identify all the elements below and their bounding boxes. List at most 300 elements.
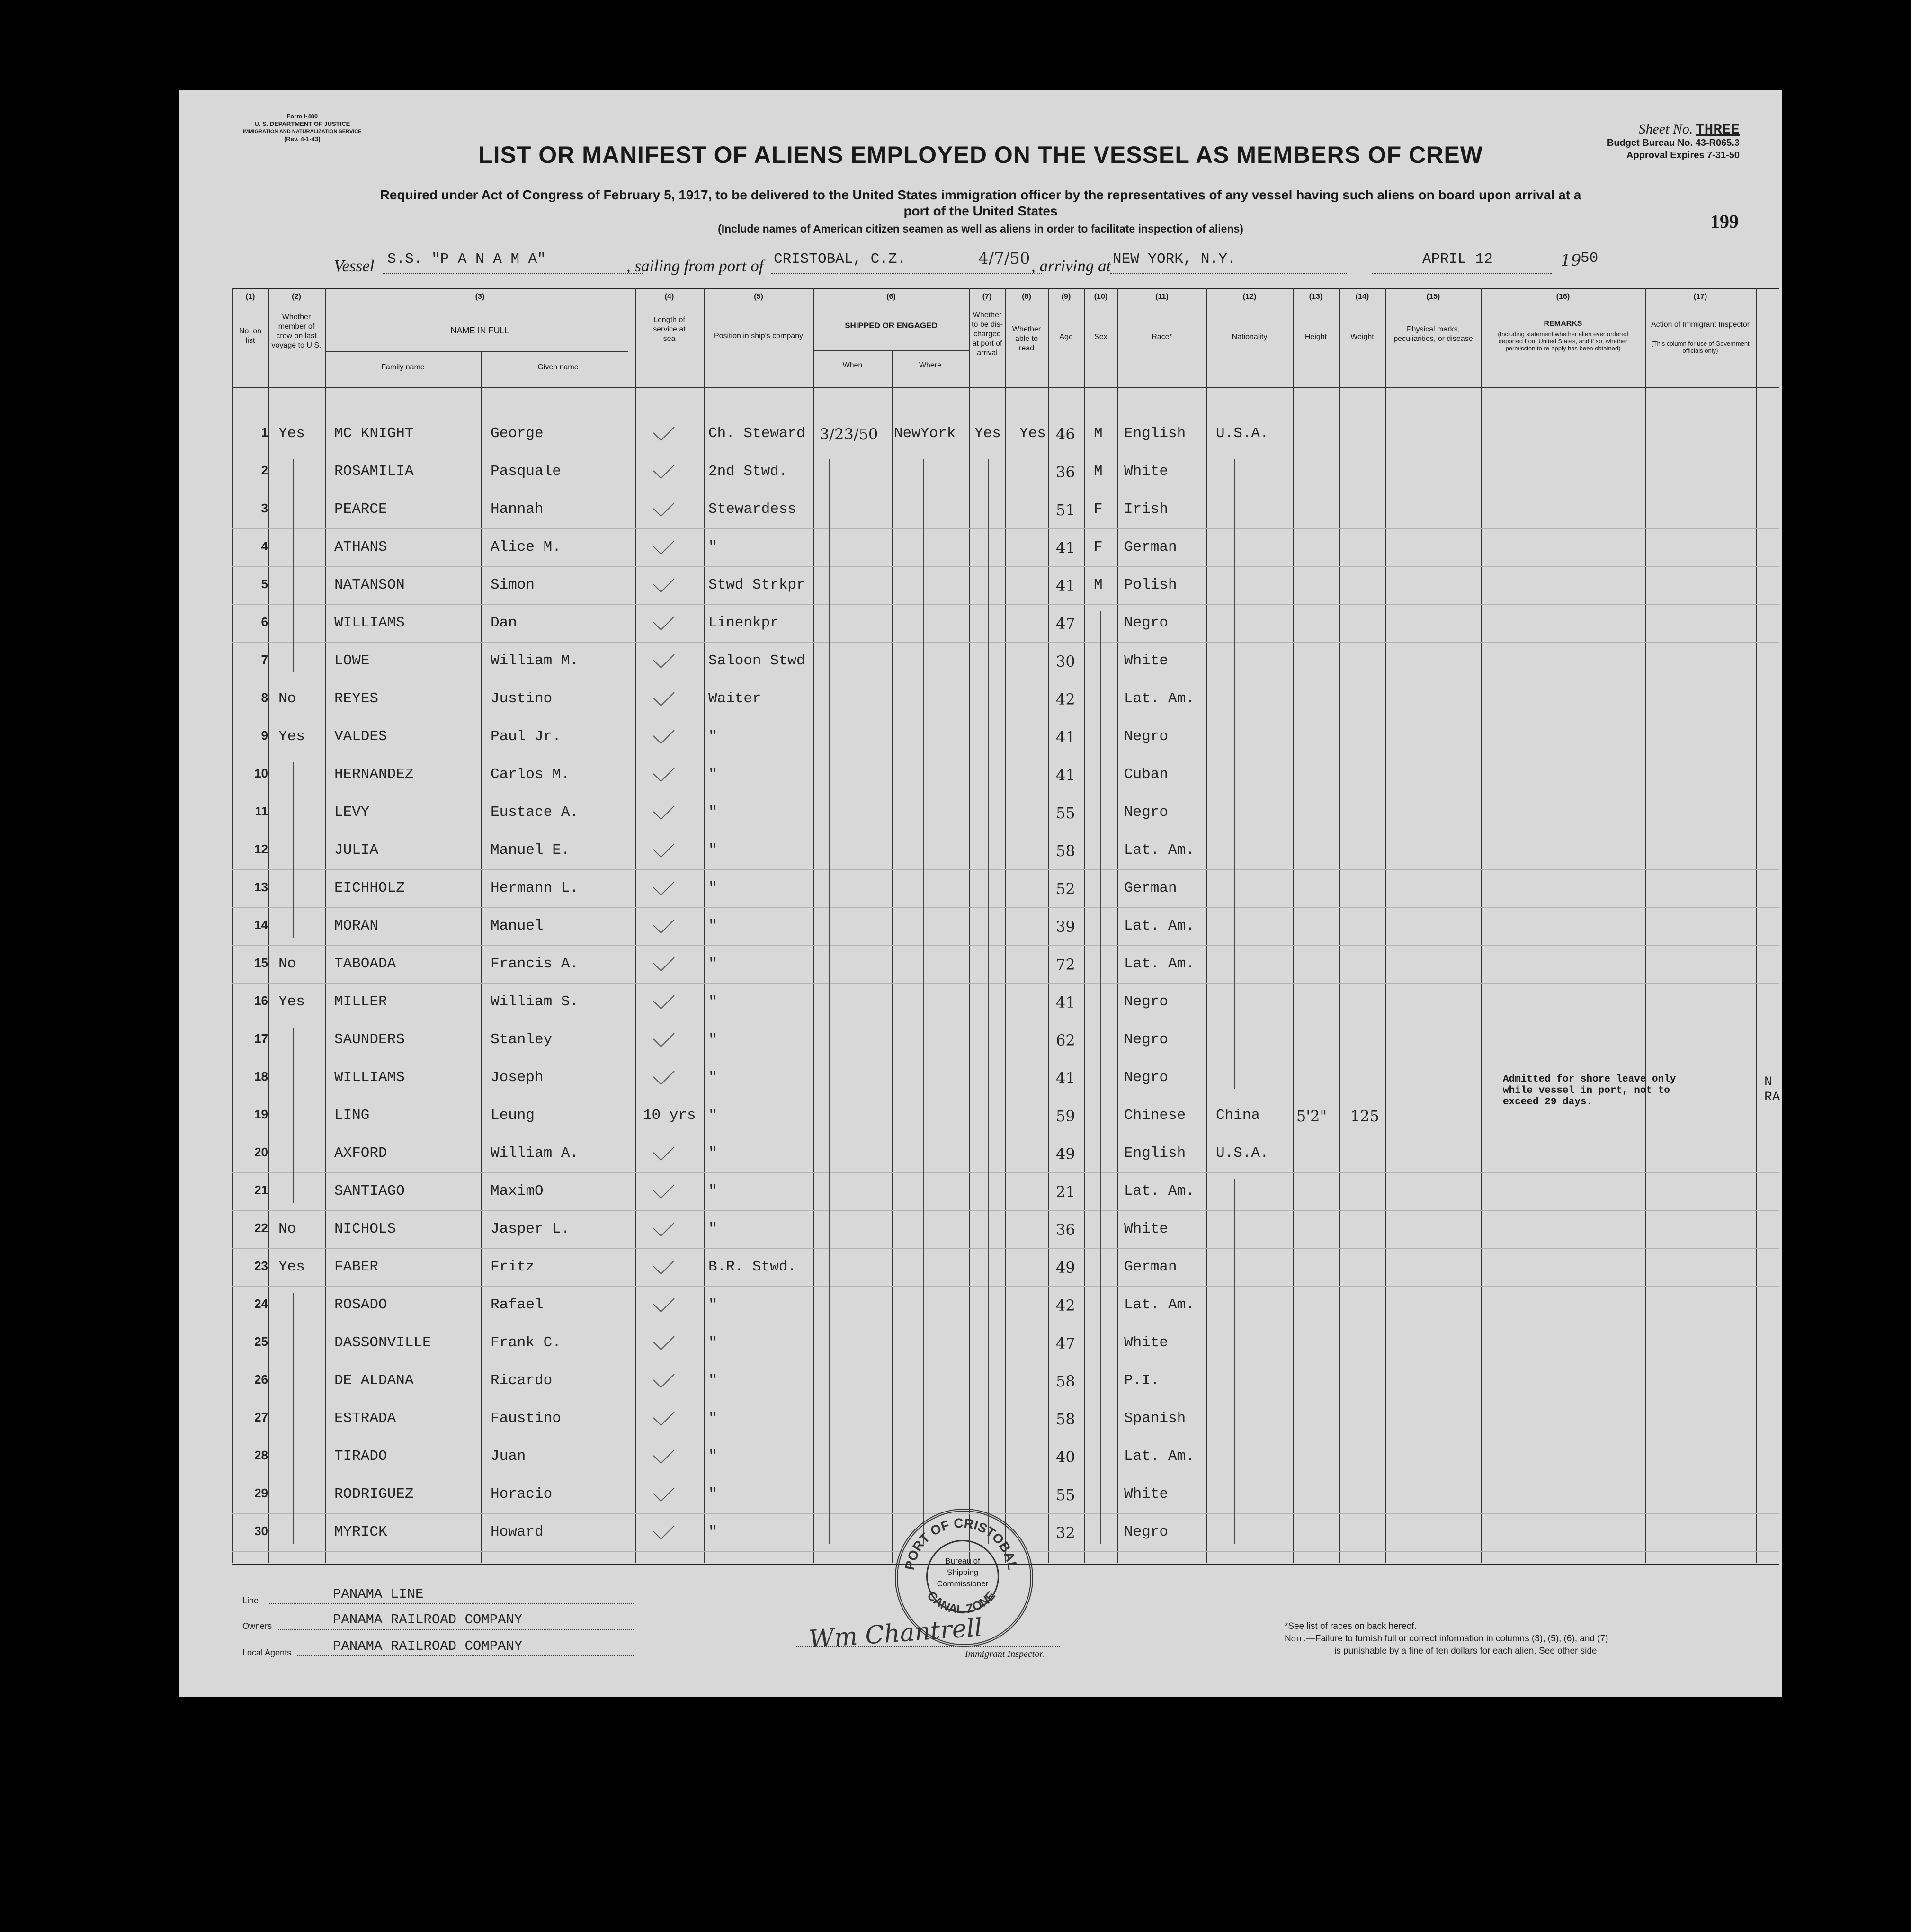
inspector-label: Immigrant Inspector. — [965, 1649, 1045, 1659]
cell-age: 41 — [1056, 728, 1075, 746]
row-rule — [232, 642, 1779, 643]
col-line — [1048, 288, 1049, 1563]
cell-given-name: Joseph — [491, 1069, 544, 1086]
header-family-name: Family name — [381, 363, 425, 371]
stamp-top-text: PORT OF CRISTOBAL — [902, 1515, 1020, 1571]
port-to-underline — [1110, 273, 1347, 274]
cell-age: 62 — [1056, 1031, 1075, 1049]
action-mark-1: N — [1764, 1075, 1772, 1090]
cell-row-number: 18 — [254, 1069, 268, 1083]
cell-race: White — [1124, 1221, 1169, 1237]
cell-age: 49 — [1056, 1145, 1075, 1163]
header-position: Position in ship's company — [714, 332, 804, 340]
col-line — [1005, 288, 1006, 1563]
cell-position: " — [708, 1524, 717, 1540]
cell-given-name: Hermann L. — [491, 880, 579, 896]
col-line — [232, 288, 233, 1563]
col-line — [325, 288, 326, 1563]
cell-row-number: 10 — [254, 766, 268, 780]
check-mark-icon — [652, 957, 675, 973]
form-revision: (Rev. 4-1-43) — [284, 135, 321, 143]
header-shipped-or-engaged: SHIPPED OR ENGAGED — [845, 321, 938, 330]
cell-given-name: Justino — [491, 690, 553, 707]
cell-age: 40 — [1056, 1448, 1075, 1466]
port-from-underline — [771, 273, 1042, 274]
cell-family-name: JULIA — [334, 842, 379, 859]
races-note: *See list of races on back hereof. — [1285, 1621, 1417, 1631]
cell-shipped-when: 3/23/50 — [820, 425, 878, 443]
port-from: CRISTOBAL, C.Z. — [774, 251, 906, 268]
check-mark-icon — [652, 1297, 675, 1314]
cell-given-name: William M. — [491, 653, 579, 669]
cell-race: White — [1124, 1486, 1169, 1503]
col-line — [1206, 288, 1207, 1563]
cell-last-voyage: No — [278, 690, 296, 707]
cell-nationality: U.S.A. — [1216, 1145, 1269, 1162]
ditto-line — [293, 459, 294, 672]
date-sailed: 4/7/50 — [978, 249, 1030, 268]
cell-family-name: RODRIGUEZ — [334, 1486, 414, 1503]
check-mark-icon — [652, 1260, 675, 1276]
cell-given-name: Manuel E. — [491, 842, 570, 859]
col-line — [1117, 288, 1118, 1563]
cell-row-number: 26 — [254, 1372, 268, 1386]
cell-family-name: WILLIAMS — [334, 615, 405, 631]
cell-age: 41 — [1056, 766, 1075, 784]
line-label: Line — [242, 1596, 259, 1605]
colnum-1: (1) — [245, 293, 255, 301]
port-to: NEW YORK, N.Y. — [1113, 251, 1236, 268]
cell-row-number: 29 — [254, 1486, 268, 1500]
cell-race: White — [1124, 653, 1169, 669]
cell-row-number: 12 — [254, 842, 268, 856]
row-rule — [232, 1248, 1779, 1249]
cell-family-name: ROSAMILIA — [334, 463, 414, 480]
col-line — [969, 288, 970, 1563]
cell-position: " — [708, 1221, 717, 1237]
cell-weight: 125 — [1350, 1107, 1380, 1125]
cell-row-number: 1 — [261, 425, 268, 439]
cell-position: B.R. Stwd. — [708, 1259, 797, 1275]
check-mark-icon — [652, 994, 675, 1011]
cell-race: P.I. — [1124, 1372, 1160, 1389]
cell-sex: M — [1094, 463, 1103, 480]
colnum-3: (3) — [475, 293, 485, 301]
subtitle-line-1: Required under Act of Congress of February 5, 1917, to be delivered to the United States immigration officer by the representatives of any vessel having such aliens on board upon arrival at a — [380, 188, 1581, 202]
header-action-note: (This column for use of Government officials only) — [1651, 340, 1750, 354]
cell-family-name: ESTRADA — [334, 1410, 396, 1427]
cell-race: Irish — [1124, 501, 1169, 518]
cell-family-name: DE ALDANA — [334, 1372, 414, 1389]
cell-row-number: 2 — [261, 463, 268, 477]
header-discharged: Whether to be dis-charged at port of arrival — [972, 311, 1003, 357]
remark-line-1: Admitted for shore leave only — [1503, 1074, 1676, 1085]
col-line — [1756, 288, 1757, 1563]
row-rule — [232, 1210, 1779, 1211]
cell-race: Lat. Am. — [1124, 1297, 1195, 1313]
cell-family-name: AXFORD — [334, 1145, 387, 1162]
cell-row-number: 15 — [254, 956, 268, 970]
year-prefix: 19 — [1561, 251, 1581, 270]
stamp-inner-text: Bureau of Shipping Commissioner — [937, 1556, 989, 1588]
colnum-6: (6) — [886, 293, 896, 301]
check-mark-icon — [652, 502, 675, 518]
cell-position: " — [708, 1410, 717, 1427]
approval-expires: Approval Expires 7-31-50 — [1626, 150, 1740, 161]
cell-race: Lat. Am. — [1124, 690, 1195, 707]
cell-given-name: Horacio — [491, 1486, 553, 1503]
cell-given-name: Frank C. — [491, 1334, 561, 1351]
cell-given-name: MaximO — [491, 1183, 544, 1199]
cell-row-number: 3 — [261, 501, 268, 515]
cell-family-name: DASSONVILLE — [334, 1334, 431, 1351]
colnum-10: (10) — [1094, 293, 1108, 301]
check-mark-icon — [652, 1146, 675, 1162]
cell-age: 21 — [1056, 1183, 1075, 1201]
cell-row-number: 4 — [261, 539, 268, 553]
cell-row-number: 13 — [254, 880, 268, 894]
cell-row-number: 20 — [254, 1145, 268, 1159]
cell-given-name: Jasper L. — [491, 1221, 570, 1237]
cell-row-number: 6 — [261, 615, 268, 629]
col-line — [704, 288, 705, 1563]
cell-given-name: Pasquale — [491, 463, 561, 480]
cell-family-name: FABER — [334, 1259, 379, 1275]
row-rule — [232, 945, 1779, 946]
cell-race: Lat. Am. — [1124, 918, 1195, 934]
cell-age: 55 — [1056, 1486, 1075, 1504]
cell-position: Linenkpr — [708, 615, 779, 631]
cell-row-number: 19 — [254, 1107, 268, 1121]
ditto-line — [1100, 611, 1101, 1544]
cell-race: Negro — [1124, 1069, 1169, 1086]
cell-race: English — [1124, 425, 1186, 442]
check-mark-icon — [652, 843, 675, 859]
cell-age: 51 — [1056, 501, 1075, 519]
port-stamp — [895, 1509, 1033, 1647]
cell-race: English — [1124, 1145, 1186, 1162]
cell-row-number: 30 — [254, 1524, 268, 1538]
colnum-5: (5) — [754, 293, 763, 301]
cell-race: White — [1124, 463, 1169, 480]
sailing-label: , sailing from port of — [626, 257, 764, 275]
remark-line-3: exceed 29 days. — [1503, 1097, 1593, 1108]
cell-discharged: Yes — [974, 425, 1001, 442]
sheet-no-value: THREE — [1695, 122, 1740, 138]
check-mark-icon — [652, 881, 675, 897]
note-text: —Failure to furnish full or correct information in columns (3), (5), (6), and (7) — [1306, 1634, 1608, 1644]
cell-age: 42 — [1056, 1297, 1075, 1315]
cell-given-name: Carlos M. — [491, 766, 570, 783]
service-name: IMMIGRATION AND NATURALIZATION SERVICE — [243, 129, 362, 134]
cell-position: " — [708, 1069, 717, 1086]
cell-sex: M — [1094, 577, 1103, 593]
cell-given-name: Alice M. — [491, 539, 561, 555]
cell-family-name: MC KNIGHT — [334, 425, 414, 442]
cell-row-number: 7 — [261, 653, 268, 667]
cell-age: 46 — [1056, 425, 1075, 443]
cell-given-name: Simon — [491, 577, 535, 593]
cell-age: 58 — [1056, 1372, 1075, 1390]
row-rule — [232, 604, 1779, 605]
line-underline — [269, 1603, 634, 1604]
cell-position: " — [708, 766, 717, 783]
form-number: Form I-480 — [286, 113, 318, 120]
cell-family-name: LOWE — [334, 653, 370, 669]
action-mark-2: RA — [1764, 1090, 1780, 1105]
cell-row-number: 17 — [254, 1031, 268, 1046]
stamp-bottom-text: CANAL ZONE — [924, 1588, 998, 1617]
cell-age: 41 — [1056, 539, 1075, 557]
cell-given-name: Juan — [491, 1448, 526, 1465]
cell-length-of-service: 10 yrs — [643, 1107, 696, 1124]
cell-race: Negro — [1124, 804, 1169, 821]
cell-row-number: 25 — [254, 1334, 268, 1349]
subtitle-line-3: (Include names of American citizen seamen as well as aliens in order to facilitate inspection of aliens) — [718, 223, 1243, 235]
colnum-13: (13) — [1309, 293, 1323, 301]
cell-family-name: VALDES — [334, 728, 387, 745]
cell-family-name: ATHANS — [334, 539, 387, 555]
cell-row-number: 9 — [261, 728, 268, 742]
cell-race: German — [1124, 539, 1177, 555]
cell-position: " — [708, 1297, 717, 1313]
cell-race: Negro — [1124, 728, 1169, 745]
row-rule — [232, 869, 1779, 870]
cell-family-name: ROSADO — [334, 1297, 387, 1313]
cell-given-name: Faustino — [491, 1410, 561, 1427]
col-line — [1481, 288, 1482, 1563]
check-mark-icon — [652, 540, 675, 556]
ditto-line — [829, 459, 830, 1544]
header-given-name: Given name — [537, 363, 579, 371]
cell-race: Negro — [1124, 615, 1169, 631]
header-remarks: REMARKS — [1544, 320, 1582, 328]
cell-race: Lat. Am. — [1124, 842, 1195, 859]
cell-race: Negro — [1124, 1031, 1169, 1048]
cell-nationality: China — [1216, 1107, 1260, 1124]
check-mark-icon — [652, 1070, 675, 1086]
cell-family-name: EICHHOLZ — [334, 880, 405, 896]
ditto-line — [293, 762, 294, 938]
manifest-sheet — [179, 90, 1782, 1697]
col-line — [892, 350, 893, 1563]
remark-row-19 — [1503, 1074, 1676, 1108]
cell-last-voyage: No — [278, 1221, 296, 1237]
cell-position: " — [708, 1334, 717, 1351]
cell-last-voyage: Yes — [278, 1259, 305, 1275]
cell-row-number: 11 — [255, 804, 268, 818]
cell-race: Polish — [1124, 577, 1177, 593]
colnum-11: (11) — [1155, 293, 1169, 301]
colnum-8: (8) — [1022, 293, 1031, 301]
header-length-of-service: Length of service at sea — [653, 316, 686, 343]
check-mark-icon — [652, 616, 675, 632]
header-when: When — [842, 361, 863, 369]
colnum-7: (7) — [982, 293, 992, 301]
header-last-voyage: Whether member of crew on last voyage to U.S. — [271, 313, 321, 349]
cell-race: Cuban — [1124, 766, 1169, 783]
cell-age: 41 — [1056, 1069, 1075, 1087]
cell-last-voyage: Yes — [278, 425, 305, 442]
cell-family-name: TIRADO — [334, 1448, 387, 1465]
cell-able-to-read: Yes — [1019, 425, 1046, 442]
cell-age: 36 — [1056, 1221, 1075, 1239]
header-remarks-note: (Including statement whether alien ever ordered deported from United States, and if so, whether permission to re-apply has been obtained) — [1498, 331, 1628, 352]
cell-row-number: 21 — [254, 1183, 268, 1197]
check-mark-icon — [652, 691, 675, 707]
cell-row-number: 23 — [254, 1259, 268, 1273]
cell-row-number: 8 — [261, 690, 268, 705]
ditto-line — [988, 459, 989, 1544]
cell-race: Lat. Am. — [1124, 1448, 1195, 1465]
cell-row-number: 27 — [254, 1410, 268, 1424]
colnum-14: (14) — [1355, 293, 1369, 301]
row-rule — [232, 907, 1779, 908]
cell-given-name: William A. — [491, 1145, 579, 1162]
col-line — [1385, 288, 1386, 1563]
cell-race: German — [1124, 1259, 1177, 1275]
cell-position: " — [708, 1372, 717, 1389]
header-action-inspector: Action of Immigrant Inspector — [1651, 321, 1750, 329]
vessel-name: S.S. "P A N A M A" — [387, 251, 546, 268]
cell-age: 72 — [1056, 956, 1075, 974]
check-mark-icon — [652, 464, 675, 480]
header-age: Age — [1059, 333, 1073, 341]
document-title: LIST OR MANIFEST OF ALIENS EMPLOYED ON THE VESSEL AS MEMBERS OF CREW — [478, 142, 1483, 168]
check-mark-icon — [652, 1222, 675, 1238]
cell-position: " — [708, 1107, 717, 1124]
check-mark-icon — [652, 919, 675, 935]
cell-age: 58 — [1056, 1410, 1075, 1428]
header-height: Height — [1304, 333, 1327, 341]
check-mark-icon — [652, 1335, 675, 1351]
col-line — [635, 288, 636, 1563]
row-rule — [232, 1172, 1779, 1173]
cell-given-name: Stanley — [491, 1031, 553, 1048]
cell-position: " — [708, 918, 717, 934]
department-name: U. S. DEPARTMENT OF JUSTICE — [254, 120, 350, 127]
cell-age: 49 — [1056, 1259, 1075, 1277]
cell-given-name: Dan — [491, 615, 517, 631]
cell-age: 39 — [1056, 918, 1075, 936]
cell-family-name: MORAN — [334, 918, 379, 934]
cell-row-number: 14 — [254, 918, 268, 932]
header-weight: Weight — [1350, 333, 1374, 341]
remark-line-2: while vessel in port, not to — [1503, 1085, 1670, 1096]
cell-family-name: HERNANDEZ — [334, 766, 414, 783]
row-rule — [232, 566, 1779, 567]
header-race: Race* — [1152, 333, 1172, 341]
cell-position: Saloon Stwd — [708, 653, 805, 669]
header-name-in-full: NAME IN FULL — [450, 326, 509, 335]
cell-nationality: U.S.A. — [1216, 425, 1269, 442]
cell-given-name: Fritz — [491, 1259, 535, 1275]
cell-position: Waiter — [708, 690, 761, 707]
cell-row-number: 22 — [254, 1221, 268, 1235]
cell-given-name: Rafael — [491, 1297, 544, 1313]
cell-given-name: Ricardo — [491, 1372, 553, 1389]
check-mark-icon — [652, 1032, 675, 1048]
subtitle-line-2: port of the United States — [903, 204, 1058, 218]
check-mark-icon — [652, 578, 675, 594]
header-sex: Sex — [1094, 333, 1107, 341]
cell-row-number: 16 — [254, 993, 268, 1008]
check-mark-icon — [652, 1449, 675, 1465]
cell-position: " — [708, 1448, 717, 1465]
agents-label: Local Agents — [242, 1648, 292, 1657]
colnum-16: (16) — [1556, 293, 1570, 301]
col-line — [1339, 288, 1340, 1563]
check-mark-icon — [652, 1525, 675, 1541]
ditto-line — [293, 1028, 294, 1203]
cell-last-voyage: Yes — [278, 728, 305, 745]
header-able-to-read: Whether able to read — [1012, 325, 1041, 352]
vessel-underline — [383, 273, 643, 274]
signature-underline — [795, 1646, 1060, 1647]
cell-given-name: Paul Jr. — [491, 728, 561, 745]
col-line — [1084, 288, 1085, 1563]
cell-race: Lat. Am. — [1124, 956, 1195, 972]
check-mark-icon — [652, 653, 675, 670]
cell-position: " — [708, 804, 717, 821]
cell-sex: F — [1094, 501, 1103, 518]
check-mark-icon — [652, 426, 675, 442]
name-subheader-rule — [325, 351, 628, 352]
check-mark-icon — [652, 1373, 675, 1389]
col-line — [481, 351, 482, 1563]
check-mark-icon — [652, 1411, 675, 1427]
cell-family-name: WILLIAMS — [334, 1069, 405, 1086]
cell-position: Stwd Strkpr — [708, 577, 805, 593]
cell-age: 59 — [1056, 1107, 1075, 1125]
ditto-line — [923, 459, 924, 1544]
check-mark-icon — [652, 767, 675, 783]
cell-age: 30 — [1056, 653, 1075, 671]
cell-given-name: Francis A. — [491, 956, 579, 972]
page-number: 199 — [1710, 211, 1739, 232]
form-identifier — [243, 113, 362, 143]
colnum-9: (9) — [1061, 293, 1071, 301]
cell-position: " — [708, 993, 717, 1010]
shipped-subheader-rule — [813, 350, 969, 351]
ditto-line — [293, 1293, 294, 1544]
budget-bureau: Budget Bureau No. 43-R065.3 — [1607, 138, 1740, 148]
check-mark-icon — [652, 805, 675, 821]
cell-race: White — [1124, 1334, 1169, 1351]
cell-position: " — [708, 1486, 717, 1503]
header-nationality: Nationality — [1232, 333, 1268, 341]
cell-sex: M — [1094, 425, 1103, 442]
check-mark-icon — [652, 729, 675, 745]
ditto-line — [1234, 1179, 1235, 1544]
cell-given-name: Leung — [491, 1107, 535, 1124]
cell-given-name: Manuel — [491, 918, 544, 934]
check-mark-icon — [652, 1184, 675, 1200]
cell-age: 41 — [1056, 577, 1075, 595]
stamp-center — [926, 1540, 999, 1613]
cell-family-name: NATANSON — [334, 577, 405, 593]
colnum-12: (12) — [1242, 293, 1257, 301]
vessel-label: Vessel — [334, 257, 375, 275]
cell-race: Negro — [1124, 993, 1169, 1010]
cell-family-name: SAUNDERS — [334, 1031, 405, 1048]
cell-age: 55 — [1056, 804, 1075, 822]
date-arrived-underline — [1372, 273, 1552, 274]
cell-age: 36 — [1056, 463, 1075, 481]
cell-last-voyage: Yes — [278, 993, 305, 1010]
agents-value: PANAMA RAILROAD COMPANY — [333, 1638, 523, 1654]
cell-sex: F — [1094, 539, 1103, 555]
